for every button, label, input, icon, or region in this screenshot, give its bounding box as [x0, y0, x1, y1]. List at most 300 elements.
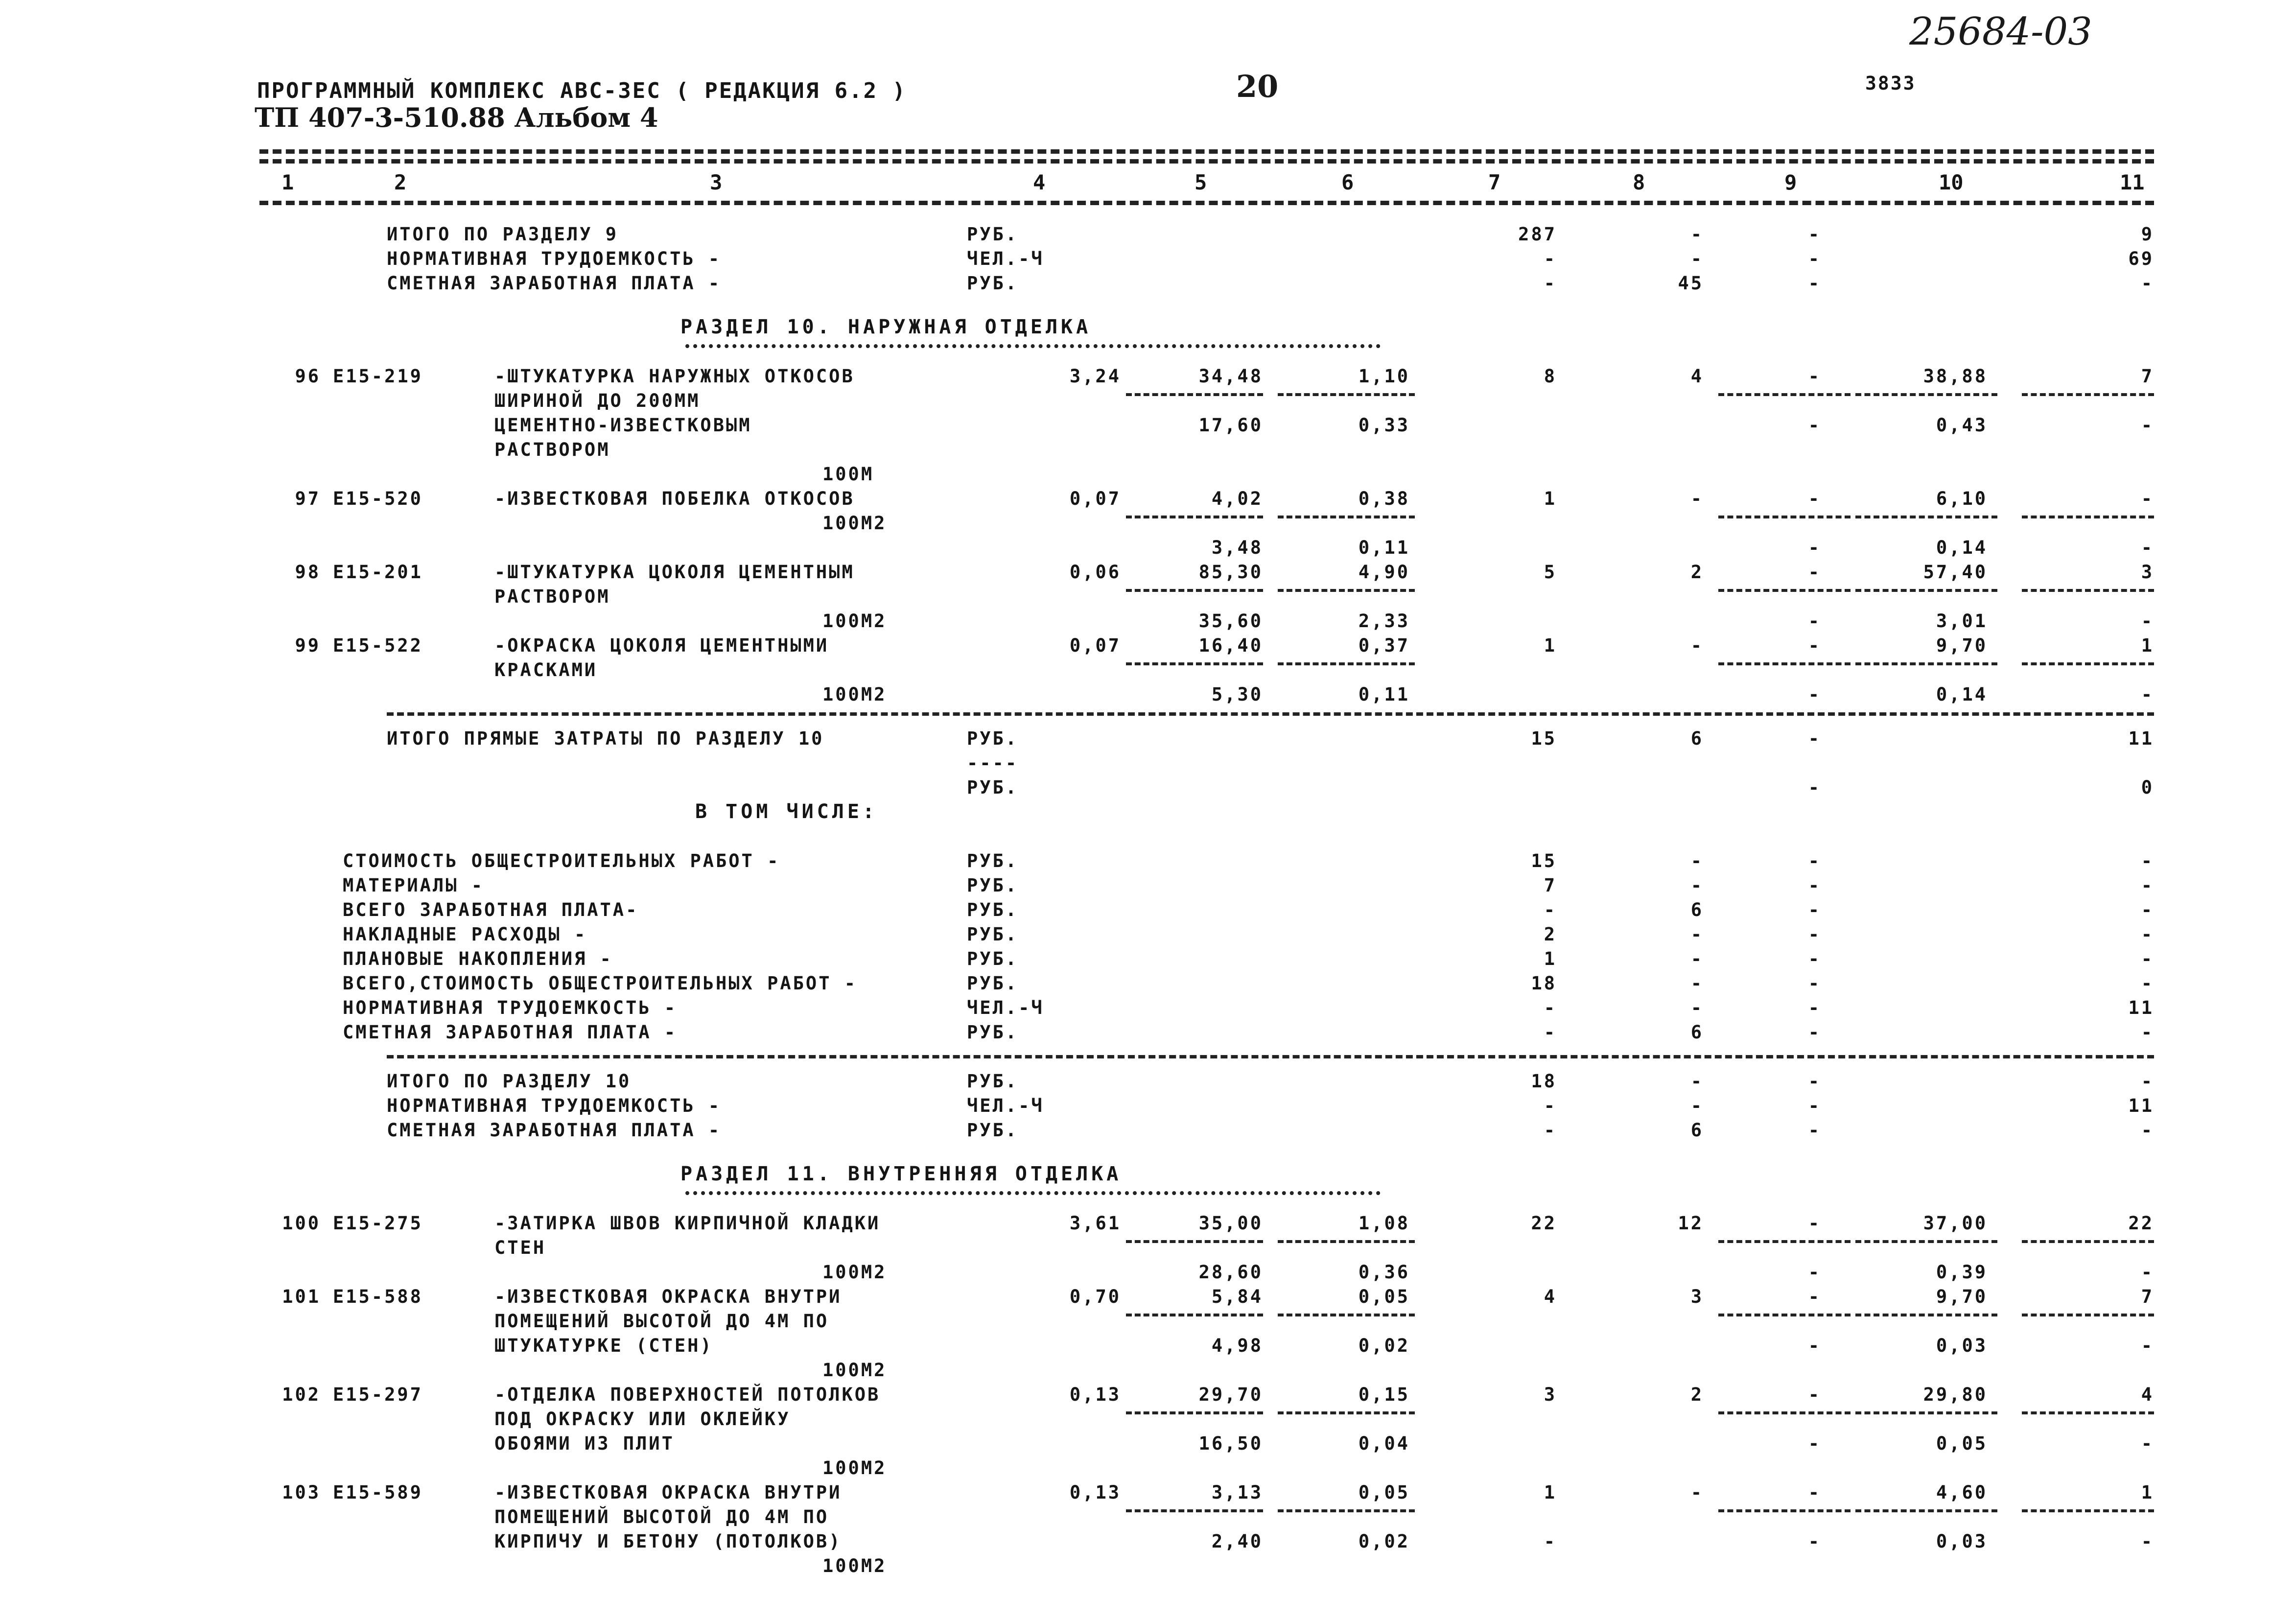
cell-desc: -ИЗВЕСТКОВАЯ ОКРАСКА ВНУТРИ [494, 1286, 842, 1307]
cell-c6: 0,05 [1358, 1482, 1410, 1503]
table-row [0, 1554, 2296, 1578]
cell-desc: 100М2 [822, 684, 887, 705]
cell-c9: - [1808, 684, 1821, 705]
column-header-7: 7 [1488, 170, 1501, 194]
column-header-5: 5 [1195, 170, 1207, 194]
cell-code: Е15-201 [333, 562, 423, 583]
cell-c8: - [1690, 1071, 1704, 1092]
cell-desc: 100М2 [822, 610, 887, 632]
cell-c8: - [1690, 973, 1704, 994]
cell-c7: - [1544, 273, 1557, 294]
cell-c6: 1,08 [1358, 1213, 1410, 1234]
column-header-3: 3 [710, 170, 723, 194]
cell-unit: РУБ. [967, 850, 1019, 871]
cell-desc: СМЕТНАЯ ЗАРАБОТНАЯ ПЛАТА - [387, 1120, 722, 1141]
cell-c7: - [1544, 1120, 1557, 1141]
cell-unit: РУБ. [967, 1120, 1019, 1141]
section-heading-row [0, 1163, 2296, 1186]
cell-c6: 1,10 [1358, 366, 1410, 387]
cell-desc: РАСТВОРОМ [494, 586, 610, 607]
cell-c9: - [1808, 415, 1821, 436]
cell-c7: - [1544, 1095, 1557, 1116]
cell-unit: РУБ. [967, 1022, 1019, 1043]
table-row [0, 898, 2296, 922]
cell-c11: - [2141, 850, 2154, 871]
cell-unit: РУБ. [967, 273, 1019, 294]
cell-desc: ИТОГО ПО РАЗДЕЛУ 9 [387, 224, 618, 245]
table-row [0, 874, 2296, 897]
cell-c6: 0,36 [1358, 1262, 1410, 1283]
cell-c9: - [1808, 973, 1821, 994]
cell-c5: 34,48 [1198, 366, 1263, 387]
cell-unit: ---- [967, 752, 1019, 774]
cell-unit: РУБ. [967, 1071, 1019, 1092]
cell-c9: - [1808, 562, 1821, 583]
table-row [0, 463, 2296, 486]
cell-unit: РУБ. [967, 728, 1019, 749]
table-row [0, 1212, 2296, 1235]
cell-c8: 45 [1678, 273, 1704, 294]
cell-c8: 2 [1690, 1384, 1704, 1405]
cell-c9: - [1808, 997, 1821, 1018]
cell-desc: СМЕТНАЯ ЗАРАБОТНАЯ ПЛАТА - [343, 1022, 678, 1043]
cell-qty: 0,07 [1069, 635, 1121, 656]
table-row [0, 561, 2296, 584]
table-row [0, 1359, 2296, 1382]
section-10-sum-rule [387, 1055, 2154, 1058]
table-row [0, 1119, 2296, 1142]
cell-unit: ЧЕЛ.-Ч [967, 248, 1044, 269]
cell-c11: 9 [2141, 224, 2154, 245]
cell-desc: ИТОГО ПО РАЗДЕЛУ 10 [387, 1071, 632, 1092]
section-heading-row [0, 800, 2296, 824]
cell-c8: - [1690, 1482, 1704, 1503]
cell-c7: 15 [1531, 850, 1557, 871]
cell-c10: 57,40 [1923, 562, 1988, 583]
cell-c9: - [1808, 224, 1821, 245]
cell-c11: - [2141, 973, 2154, 994]
cell-unit: РУБ. [967, 899, 1019, 920]
cell-c9: - [1808, 1531, 1821, 1552]
cell-desc: -ШТУКАТУРКА НАРУЖНЫХ ОТКОСОВ [494, 366, 855, 387]
table-top-rule-2 [259, 159, 2154, 164]
header-bottom-rule [259, 201, 2154, 205]
cell-c11: - [2141, 875, 2154, 896]
cell-c7: 3 [1544, 1384, 1557, 1405]
cell-c9: - [1808, 1095, 1821, 1116]
cell-c6: 0,04 [1358, 1433, 1410, 1454]
table-row [0, 1383, 2296, 1407]
cell-c11: - [2141, 1071, 2154, 1092]
cell-c6: 0,38 [1358, 488, 1410, 509]
section-title: РАЗДЕЛ 10. НАРУЖНАЯ ОТДЕЛКА [680, 316, 1092, 338]
cell-c11: - [2141, 273, 2154, 294]
cell-desc: -ШТУКАТУРКА ЦОКОЛЯ ЦЕМЕНТНЫМ [494, 562, 855, 583]
cell-c10: 0,43 [1936, 415, 1988, 436]
column-header-1: 1 [281, 170, 294, 194]
cell-c6: 2,33 [1358, 610, 1410, 632]
cell-c11: 7 [2141, 1286, 2154, 1307]
table-row [0, 1021, 2296, 1044]
cell-c11: 1 [2141, 635, 2154, 656]
cell-unit: РУБ. [967, 973, 1019, 994]
cell-code: Е15-589 [333, 1482, 423, 1503]
cell-qty: 0,70 [1069, 1286, 1121, 1307]
table-row [0, 272, 2296, 295]
cell-unit: РУБ. [967, 948, 1019, 969]
table-row [0, 849, 2296, 873]
cell-c11: 7 [2141, 366, 2154, 387]
cell-c7: 18 [1531, 973, 1557, 994]
cell-c11: 22 [2128, 1213, 2154, 1234]
cell-c6: 0,11 [1358, 537, 1410, 558]
table-row [0, 1456, 2296, 1480]
cell-c10: 38,88 [1923, 366, 1988, 387]
cell-no: 101 [282, 1286, 321, 1307]
cell-c7: 18 [1531, 1071, 1557, 1092]
cell-desc: 100М2 [822, 513, 887, 534]
table-row [0, 1408, 2296, 1431]
cell-desc: 100М [822, 464, 874, 485]
cell-desc: ОБОЯМИ ИЗ ПЛИТ [494, 1433, 675, 1454]
cell-c7: 4 [1544, 1286, 1557, 1307]
cell-c8: 6 [1690, 899, 1704, 920]
cell-c9: - [1808, 537, 1821, 558]
column-header-9: 9 [1784, 170, 1797, 194]
table-row [0, 996, 2296, 1020]
table-row [0, 585, 2296, 609]
section-underline [685, 344, 1381, 348]
cell-c6: 0,15 [1358, 1384, 1410, 1405]
cell-desc: КРАСКАМИ [494, 659, 598, 681]
cell-desc: РАСТВОРОМ [494, 439, 610, 460]
cell-desc: 100М2 [822, 1555, 887, 1576]
cell-desc: СТЕН [494, 1237, 546, 1258]
cell-c5: 2,40 [1211, 1531, 1263, 1552]
cell-c6: 0,02 [1358, 1335, 1410, 1356]
column-header-4: 4 [1033, 170, 1046, 194]
cell-qty: 3,61 [1069, 1213, 1121, 1234]
cell-c7: 8 [1544, 366, 1557, 387]
cell-c10: 29,80 [1923, 1384, 1988, 1405]
cell-c5: 5,84 [1211, 1286, 1263, 1307]
cell-c8: - [1690, 488, 1704, 509]
cell-c11: 4 [2141, 1384, 2154, 1405]
cell-c9: - [1808, 924, 1821, 945]
table-row [0, 972, 2296, 995]
cell-desc: ПОМЕЩЕНИЙ ВЫСОТОЙ ДО 4М ПО [494, 1506, 829, 1527]
cell-c10: 0,14 [1936, 537, 1988, 558]
cell-c9: - [1808, 899, 1821, 920]
cell-c9: - [1808, 1022, 1821, 1043]
cell-no: 103 [282, 1482, 321, 1503]
cell-c11: - [2141, 684, 2154, 705]
cell-no: 102 [282, 1384, 321, 1405]
cell-c7: - [1544, 899, 1557, 920]
cell-c9: - [1808, 1286, 1821, 1307]
sheet-code: 3833 [1865, 72, 1916, 94]
cell-c9: - [1808, 488, 1821, 509]
column-header-8: 8 [1633, 170, 1645, 194]
column-header-11: 11 [2120, 170, 2145, 194]
cell-c11: - [2141, 537, 2154, 558]
cell-c9: - [1808, 1482, 1821, 1503]
table-row [0, 247, 2296, 271]
cell-no: 98 [295, 562, 321, 583]
section-heading-row [0, 316, 2296, 339]
cell-unit: РУБ. [967, 777, 1019, 798]
cell-desc: -ИЗВЕСТКОВАЯ ОКРАСКА ВНУТРИ [494, 1482, 842, 1503]
table-row [0, 658, 2296, 682]
cell-c11: 69 [2128, 248, 2154, 269]
cell-desc: ВСЕГО ЗАРАБОТНАЯ ПЛАТА- [343, 899, 639, 920]
cell-c7: - [1544, 1022, 1557, 1043]
cell-code: Е15-520 [333, 488, 423, 509]
cell-c11: 0 [2141, 777, 2154, 798]
cell-desc: ИТОГО ПРЯМЫЕ ЗАТРАТЫ ПО РАЗДЕЛУ 10 [387, 728, 824, 749]
cell-c5: 5,30 [1211, 684, 1263, 705]
program-header: ПРОГРАММНЫЙ КОМПЛЕКС АВС-3ЕС ( РЕДАКЦИЯ 6.2 ) [257, 78, 907, 103]
table-row [0, 389, 2296, 413]
cell-c8: 4 [1690, 366, 1704, 387]
cell-c5: 35,00 [1198, 1213, 1263, 1234]
cell-c7: 15 [1531, 728, 1557, 749]
cell-c10: 0,05 [1936, 1433, 1988, 1454]
cell-c7: 5 [1544, 562, 1557, 583]
cell-no: 100 [282, 1213, 321, 1234]
cell-c8: 6 [1690, 728, 1704, 749]
cell-c5: 3,48 [1211, 537, 1263, 558]
cell-c6: 0,05 [1358, 1286, 1410, 1307]
cell-c11: - [2141, 610, 2154, 632]
cell-desc: МАТЕРИАЛЫ - [343, 875, 485, 896]
cell-c11: 11 [2128, 997, 2154, 1018]
column-header-2: 2 [394, 170, 407, 194]
table-top-rule [259, 149, 2154, 154]
cell-desc: ШИРИНОЙ ДО 200ММ [494, 390, 701, 411]
cell-c7: 1 [1544, 1482, 1557, 1503]
cell-unit: ЧЕЛ.-Ч [967, 1095, 1044, 1116]
cell-c11: 3 [2141, 562, 2154, 583]
cell-c9: - [1808, 1071, 1821, 1092]
cell-unit: РУБ. [967, 224, 1019, 245]
section-title: РАЗДЕЛ 11. ВНУТРЕННЯЯ ОТДЕЛКА [680, 1163, 1122, 1185]
cell-c5: 17,60 [1198, 415, 1263, 436]
cell-c10: 37,00 [1923, 1213, 1988, 1234]
cell-c6: 0,33 [1358, 415, 1410, 436]
cell-c5: 4,98 [1211, 1335, 1263, 1356]
cell-c5: 85,30 [1198, 562, 1263, 583]
cell-c5: 29,70 [1198, 1384, 1263, 1405]
cell-c10: 0,03 [1936, 1335, 1988, 1356]
table-row [0, 776, 2296, 799]
cell-c11: - [2141, 1531, 2154, 1552]
cell-c11: - [2141, 1433, 2154, 1454]
cell-desc: ЦЕМЕНТНО-ИЗВЕСТКОВЫМ [494, 415, 752, 436]
table-row [0, 365, 2296, 388]
cell-c11: 11 [2128, 728, 2154, 749]
cell-c7: 7 [1544, 875, 1557, 896]
cell-c10: 3,01 [1936, 610, 1988, 632]
table-row [0, 1261, 2296, 1284]
cell-desc: -ОКРАСКА ЦОКОЛЯ ЦЕМЕНТНЫМИ [494, 635, 829, 656]
cell-c9: - [1808, 1120, 1821, 1141]
table-row [0, 512, 2296, 535]
cell-c8: 6 [1690, 1022, 1704, 1043]
cell-qty: 0,13 [1069, 1384, 1121, 1405]
cell-c8: 3 [1690, 1286, 1704, 1307]
cell-c11: - [2141, 1262, 2154, 1283]
cell-c8: 12 [1678, 1213, 1704, 1234]
cell-c10: 0,03 [1936, 1531, 1988, 1552]
cell-c9: - [1808, 1213, 1821, 1234]
table-row [0, 634, 2296, 657]
cell-c11: - [2141, 899, 2154, 920]
column-header-10: 10 [1939, 170, 1964, 194]
cell-c7: 1 [1544, 488, 1557, 509]
cell-c7: 22 [1531, 1213, 1557, 1234]
cell-c11: - [2141, 488, 2154, 509]
document-number: 25684-03 [1909, 10, 2092, 54]
cell-c5: 16,50 [1198, 1433, 1263, 1454]
cell-c9: - [1808, 875, 1821, 896]
cell-c9: - [1808, 948, 1821, 969]
cell-c8: - [1690, 850, 1704, 871]
table-row [0, 1505, 2296, 1529]
table-row [0, 1094, 2296, 1118]
table-row [0, 1334, 2296, 1358]
cell-c7: 1 [1544, 948, 1557, 969]
table-row [0, 683, 2296, 706]
table-row [0, 727, 2296, 751]
cell-no: 97 [295, 488, 321, 509]
cell-c7: - [1544, 1531, 1557, 1552]
section-10-total-rule [387, 712, 2154, 716]
cell-c5: 28,60 [1198, 1262, 1263, 1283]
cell-c6: 0,02 [1358, 1531, 1410, 1552]
cell-desc: ПОД ОКРАСКУ ИЛИ ОКЛЕЙКУ [494, 1409, 791, 1430]
table-row [0, 610, 2296, 633]
cell-c8: 2 [1690, 562, 1704, 583]
cell-qty: 0,06 [1069, 562, 1121, 583]
cell-c8: - [1690, 248, 1704, 269]
cell-desc: НОРМАТИВНАЯ ТРУДОЕМКОСТЬ - [387, 1095, 722, 1116]
cell-c5: 3,13 [1211, 1482, 1263, 1503]
cell-c9: - [1808, 777, 1821, 798]
cell-c10: 0,14 [1936, 684, 1988, 705]
album-title: ТП 407-3-510.88 Альбом 4 [255, 102, 658, 133]
cell-c10: 6,10 [1936, 488, 1988, 509]
cell-c9: - [1808, 635, 1821, 656]
cell-qty: 0,13 [1069, 1482, 1121, 1503]
table-row [0, 947, 2296, 971]
cell-unit: ЧЕЛ.-Ч [967, 997, 1044, 1018]
cell-c11: 11 [2128, 1095, 2154, 1116]
section-title: В ТОМ ЧИСЛЕ: [695, 800, 878, 823]
cell-c10: 0,39 [1936, 1262, 1988, 1283]
cell-desc: ПОМЕЩЕНИЙ ВЫСОТОЙ ДО 4М ПО [494, 1311, 829, 1332]
cell-c7: 287 [1518, 224, 1557, 245]
cell-c9: - [1808, 610, 1821, 632]
cell-desc: -ОТДЕЛКА ПОВЕРХНОСТЕЙ ПОТОЛКОВ [494, 1384, 881, 1405]
cell-c8: - [1690, 635, 1704, 656]
cell-desc: НОРМАТИВНАЯ ТРУДОЕМКОСТЬ - [387, 248, 722, 269]
cell-c7: 1 [1544, 635, 1557, 656]
cell-c8: - [1690, 224, 1704, 245]
cell-no: 96 [295, 366, 321, 387]
cell-c8: - [1690, 924, 1704, 945]
cell-code: Е15-522 [333, 635, 423, 656]
cell-c11: - [2141, 948, 2154, 969]
cell-c10: 4,60 [1936, 1482, 1988, 1503]
cell-c10: 9,70 [1936, 635, 1988, 656]
cell-c11: - [2141, 415, 2154, 436]
cell-unit: РУБ. [967, 924, 1019, 945]
cell-c11: - [2141, 1335, 2154, 1356]
cell-c11: - [2141, 924, 2154, 945]
cell-c6: 4,90 [1358, 562, 1410, 583]
table-row [0, 1070, 2296, 1093]
cell-c9: - [1808, 248, 1821, 269]
cell-c5: 4,02 [1211, 488, 1263, 509]
cell-c11: - [2141, 1120, 2154, 1141]
table-row [0, 1481, 2296, 1504]
cell-c9: - [1808, 1335, 1821, 1356]
cell-c8: - [1690, 948, 1704, 969]
section-underline [685, 1191, 1381, 1195]
cell-c7: - [1544, 248, 1557, 269]
cell-c7: 2 [1544, 924, 1557, 945]
table-row [0, 414, 2296, 437]
cell-desc: НАКЛАДНЫЕ РАСХОДЫ - [343, 924, 587, 945]
cell-desc: ШТУКАТУРКЕ (СТЕН) [494, 1335, 713, 1356]
table-row [0, 1432, 2296, 1456]
cell-c9: - [1808, 1384, 1821, 1405]
table-row [0, 1236, 2296, 1260]
cell-c10: 9,70 [1936, 1286, 1988, 1307]
cell-qty: 3,24 [1069, 366, 1121, 387]
table-row [0, 438, 2296, 462]
cell-code: Е15-297 [333, 1384, 423, 1405]
cell-c9: - [1808, 366, 1821, 387]
cell-unit: РУБ. [967, 875, 1019, 896]
cell-c8: - [1690, 1095, 1704, 1116]
cell-no: 99 [295, 635, 321, 656]
cell-code: Е15-275 [333, 1213, 423, 1234]
table-row [0, 1310, 2296, 1333]
table-row [0, 536, 2296, 560]
table-row [0, 223, 2296, 246]
cell-desc: СМЕТНАЯ ЗАРАБОТНАЯ ПЛАТА - [387, 273, 722, 294]
cell-c9: - [1808, 1262, 1821, 1283]
cell-desc: 100М2 [822, 1457, 887, 1479]
cell-c8: - [1690, 997, 1704, 1018]
cell-code: Е15-588 [333, 1286, 423, 1307]
cell-desc: ВСЕГО,СТОИМОСТЬ ОБЩЕСТРОИТЕЛЬНЫХ РАБОТ - [343, 973, 858, 994]
cell-c9: - [1808, 728, 1821, 749]
cell-desc: -ЗАТИРКА ШВОВ КИРПИЧНОЙ КЛАДКИ [494, 1213, 881, 1234]
cell-c5: 35,60 [1198, 610, 1263, 632]
cell-c11: 1 [2141, 1482, 2154, 1503]
cell-c11: - [2141, 1022, 2154, 1043]
cell-desc: 100М2 [822, 1262, 887, 1283]
table-row [0, 1285, 2296, 1309]
cell-desc: КИРПИЧУ И БЕТОНУ (ПОТОЛКОВ) [494, 1531, 842, 1552]
cell-c6: 0,37 [1358, 635, 1410, 656]
cell-desc: СТОИМОСТЬ ОБЩЕСТРОИТЕЛЬНЫХ РАБОТ - [343, 850, 780, 871]
cell-desc: ПЛАНОВЫЕ НАКОПЛЕНИЯ - [343, 948, 613, 969]
table-row [0, 1530, 2296, 1553]
